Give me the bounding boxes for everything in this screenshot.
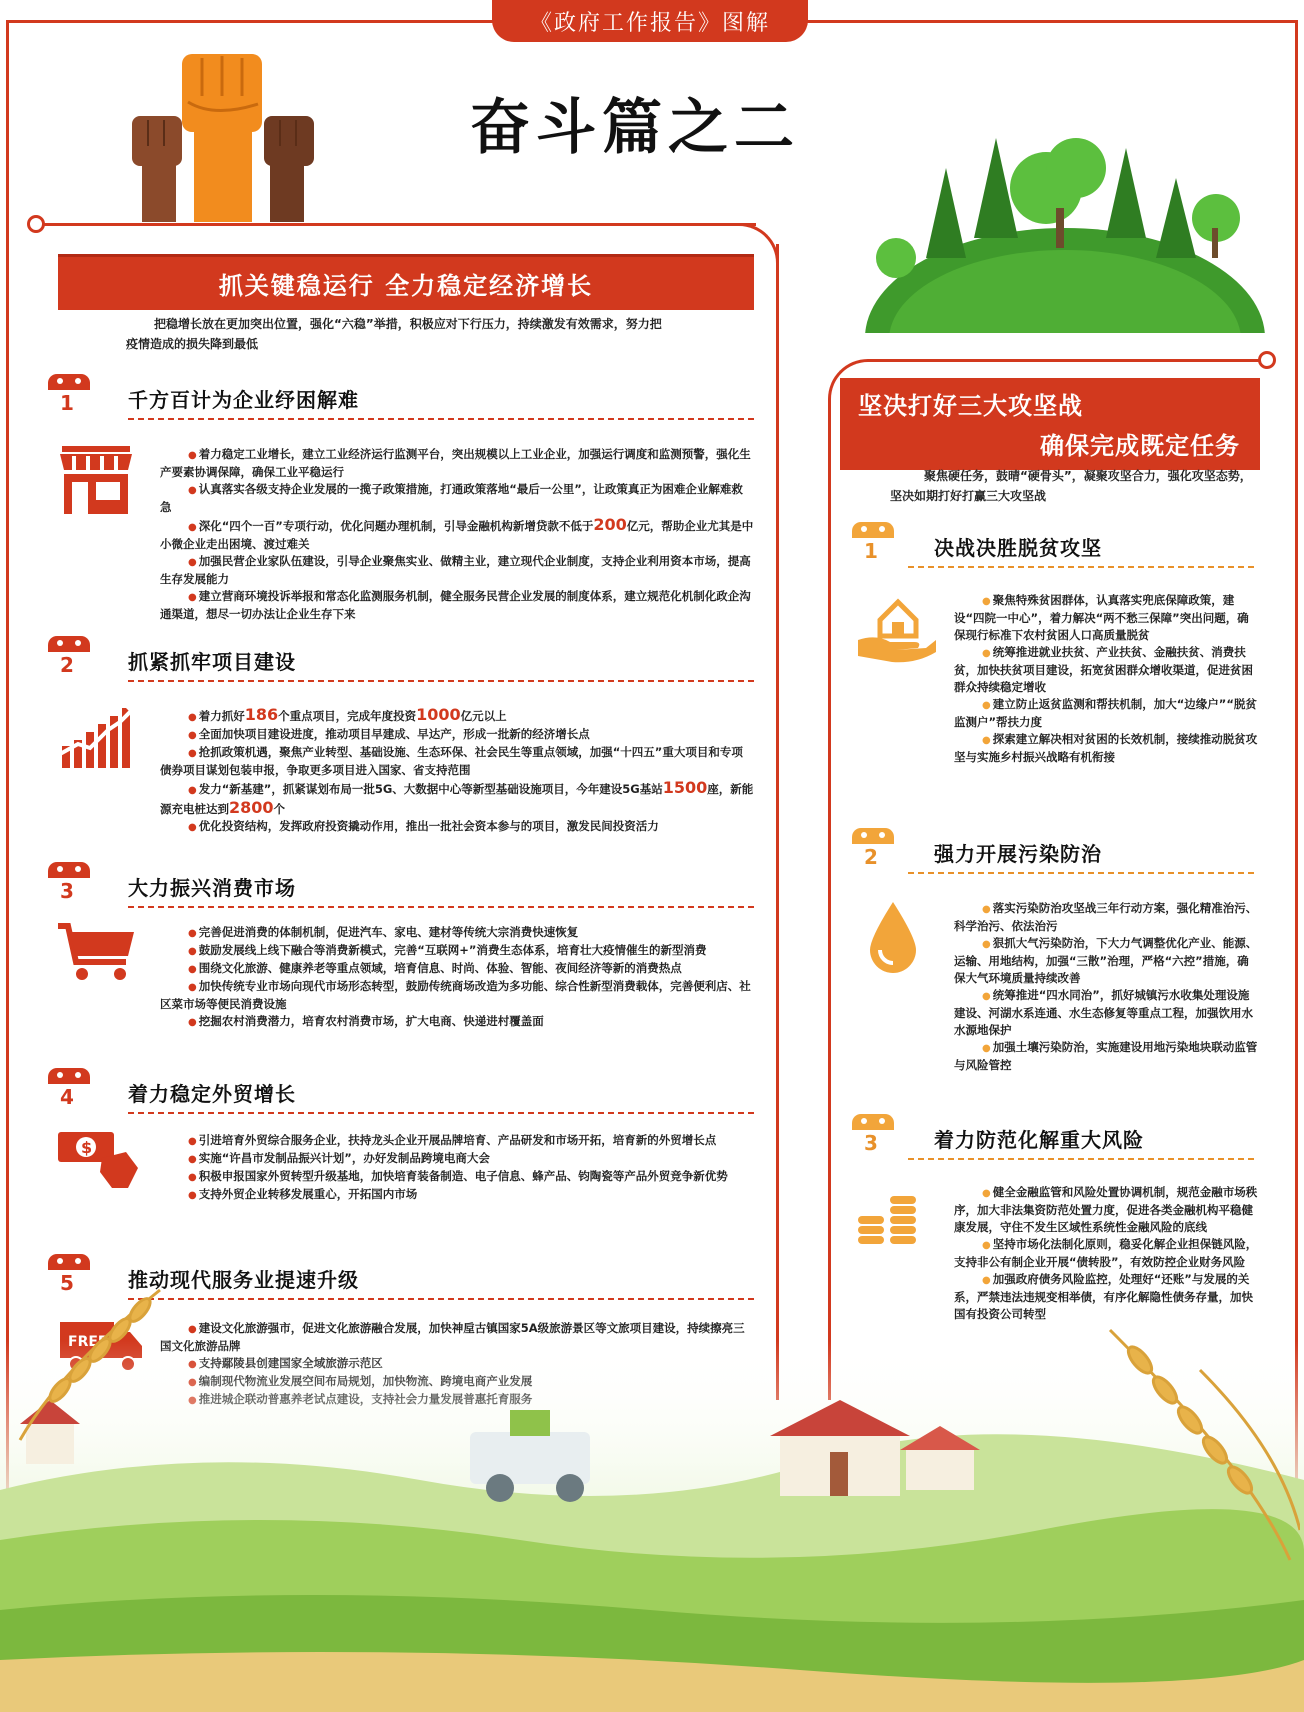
green-globe-trees-icon bbox=[856, 108, 1274, 333]
right-heading-line-2: 确保完成既定任务 bbox=[1040, 432, 1240, 460]
dashed-divider bbox=[128, 680, 754, 682]
item-title: 强力开展污染防治 bbox=[934, 842, 1102, 866]
left-item-2-heading bbox=[48, 636, 753, 686]
bullet-text: ● 抢抓政策机遇，聚焦产业转型、基础设施、生态环保、社会民生等重点领域，加强“十四五”重大项目和专项债券项目谋划包装申报，争取更多项目进入国家、省支持范围 bbox=[160, 744, 754, 779]
right-item-1-bullets bbox=[954, 592, 1260, 766]
right-ring-ornament bbox=[1258, 351, 1276, 369]
number-badge: 5 bbox=[48, 1254, 90, 1294]
number-badge: 2 bbox=[48, 636, 90, 676]
item-title: 抓紧抓牢项目建设 bbox=[128, 650, 296, 674]
bullet-text: ● 实施“许昌市发制品振兴计划”，办好发制品跨境电商大会 bbox=[160, 1150, 754, 1168]
right-section-top-line bbox=[870, 359, 1264, 362]
money-hand-icon bbox=[56, 1128, 140, 1190]
right-item-1-heading bbox=[852, 522, 1254, 572]
bullet-text: ● 着力抓好186个重点项目，完成年度投资1000亿元以上 bbox=[160, 706, 754, 726]
bullet-text: ● 围绕文化旅游、健康养老等重点领域，培育信息、时尚、体验、智能、夜间经济等新的消费热点 bbox=[160, 960, 754, 978]
bullet-text: ● 认真落实各级支持企业发展的一揽子政策措施，打通政策落地“最后一公里”，让政策真正为困难企业解难救急 bbox=[160, 481, 754, 516]
right-section-left-line bbox=[828, 400, 831, 1400]
number-badge: 4 bbox=[48, 1068, 90, 1108]
frame-border-top-right bbox=[802, 20, 1298, 23]
growth-chart-icon bbox=[58, 704, 136, 770]
bullet-text: ● 建立防止返贫监测和帮扶机制，加大“边缘户”“脱贫监测户”帮扶力度 bbox=[954, 696, 1260, 731]
house-hand-icon bbox=[856, 590, 938, 664]
bullet-text: ● 加强政府债务风险监控，处理好“还账”与发展的关系，严禁违法违规变相举债，有序化解隐性债务存量，加快国有投资公司转型 bbox=[954, 1271, 1260, 1323]
highlight-number: 1500 bbox=[662, 778, 708, 797]
right-item-3-heading bbox=[852, 1114, 1254, 1164]
bullet-text: ● 聚焦特殊贫困群体，认真落实兜底保障政策，建设“四院一中心”，着力解决“两不愁三保障”突出问题，确保现行标准下农村贫困人口高质量脱贫 bbox=[954, 592, 1260, 644]
highlight-number: 2800 bbox=[229, 798, 274, 817]
left-section-heading: 抓关键稳运行 全力稳定经济增长 bbox=[58, 254, 754, 310]
bullet-text: ● 落实污染防治攻坚战三年行动方案，强化精准治污、科学治污、依法治污 bbox=[954, 900, 1260, 935]
top-banner: 《政府工作报告》图解 bbox=[492, 0, 808, 42]
item-title: 着力防范化解重大风险 bbox=[934, 1128, 1144, 1152]
bullet-text: ● 探索建立解决相对贫困的长效机制，接续推动脱贫攻坚与实施乡村振兴战略有机衔接 bbox=[954, 731, 1260, 766]
dashed-divider bbox=[128, 906, 754, 908]
left-section-top-line bbox=[36, 223, 756, 226]
bullet-text: ● 深化“四个一百”专项行动，优化问题办理机制，引导金融机构新增贷款不低于200亿元，帮助企业尤其是中小微企业走出困境、渡过难关 bbox=[160, 516, 754, 553]
left-item-2-bullets bbox=[160, 706, 754, 836]
item-title: 决战决胜脱贫攻坚 bbox=[934, 536, 1102, 560]
left-section-right-line bbox=[776, 244, 779, 1400]
bullet-text: ● 加强民营企业家队伍建设，引导企业聚焦实业、做精主业，建立现代企业制度，支持企业利用资本市场，提高生存发展能力 bbox=[160, 553, 754, 588]
bullet-text: ● 鼓励发展线上线下融合等消费新模式，完善“互联网+”消费生态体系，培育壮大疫情催生的新型消费 bbox=[160, 942, 754, 960]
storefront-icon bbox=[58, 444, 134, 516]
svg-text:$: $ bbox=[81, 1138, 93, 1157]
item-title: 推动现代服务业提速升级 bbox=[128, 1268, 359, 1292]
bullet-text: ● 完善促进消费的体制机制，促进汽车、家电、建材等传统大宗消费快速恢复 bbox=[160, 924, 754, 942]
number-badge: 3 bbox=[852, 1114, 894, 1154]
number-badge: 1 bbox=[48, 374, 90, 414]
dashed-divider bbox=[908, 1158, 1254, 1160]
item-title: 大力振兴消费市场 bbox=[128, 876, 296, 900]
highlight-number: 200 bbox=[593, 515, 627, 534]
right-section-heading bbox=[840, 378, 1260, 470]
left-item-1-bullets bbox=[160, 446, 754, 623]
bullet-text: ● 加快传统专业市场向现代市场形态转型，鼓励传统商场改造为多功能、综合性新型消费载体，完善便利店、社区菜市场等便民消费设施 bbox=[160, 978, 754, 1013]
right-item-2-heading bbox=[852, 828, 1254, 878]
item-title: 千方百计为企业纾困解难 bbox=[128, 388, 359, 412]
page-title: 奋斗篇之二 bbox=[470, 93, 800, 163]
right-item-2-bullets bbox=[954, 900, 1260, 1074]
right-section-intro: 聚焦硬任务，鼓晴“硬骨头”，凝聚攻坚合力，强化攻坚态势，坚决如期打好打赢三大攻坚战 bbox=[890, 469, 1252, 503]
dashed-divider bbox=[908, 872, 1254, 874]
left-item-4-heading bbox=[48, 1068, 753, 1118]
bullet-text: ● 支持外贸企业转移发展重心，开拓国内市场 bbox=[160, 1186, 754, 1204]
frame-border-top-left bbox=[6, 20, 502, 23]
dashed-divider bbox=[908, 566, 1254, 568]
bullet-text: ● 建设文化旅游强市，促进文化旅游融合发展，加快神垕古镇国家5A级旅游景区等文旅项目建设，持续擦亮三 bbox=[160, 1320, 754, 1355]
highlight-number: 1000 bbox=[416, 705, 461, 724]
bullet-text: ● 坚持市场化法制化原则，稳妥化解企业担保链风险，支持非公有制企业开展“债转股”，有效防控企业财务风险 bbox=[954, 1236, 1260, 1271]
bullet-text: ● 挖掘农村消费潜力，培育农村消费市场，扩大电商、快递进村覆盖面 bbox=[160, 1013, 754, 1031]
highlight-number: 186 bbox=[244, 705, 279, 724]
dashed-divider bbox=[128, 1112, 754, 1114]
left-item-1-heading bbox=[48, 374, 753, 424]
bullet-text: ● 积极申报国家外贸转型升级基地，加快培育装备制造、电子信息、蜂产品、钧陶瓷等产品外贸竞争新优势 bbox=[160, 1168, 754, 1186]
bullet-text: ● 引进培育外贸综合服务企业，扶持龙头企业开展品牌培育、产品研发和市场开拓，培育新的外贸增长点 bbox=[160, 1132, 754, 1150]
left-item-3-bullets bbox=[160, 924, 754, 1031]
left-item-4-bullets bbox=[160, 1132, 754, 1204]
bullet-text: ● 加强土壤污染防治，实施建设用地污染地块联动监管与风险管控 bbox=[954, 1039, 1260, 1074]
bullet-text: ● 统筹推进“四水同治”，抓好城镇污水收集处理设施建设、河湖水系连通、水生态修复等重点工程，加强饮用水水源地保护 bbox=[954, 987, 1260, 1039]
wheat-ear-right-icon bbox=[1050, 1270, 1300, 1570]
number-badge: 2 bbox=[852, 828, 894, 868]
bullet-text: ● 健全金融监管和风险处置协调机制，规范金融市场秩序，加大非法集资防范处置力度，促进各类金融机构平稳健康发展，守住不发生区域性系统性金融风险的底线 bbox=[954, 1184, 1260, 1236]
bullet-text: ● 统筹推进就业扶贫、产业扶贫、金融扶贫、消费扶贫，加快扶贫项目建设，拓宽贫困群众增收渠道，促进贫困群众持续稳定增收 bbox=[954, 644, 1260, 696]
dashed-divider bbox=[128, 418, 754, 420]
bullet-text: ● 全面加快项目建设进度，推动项目早建成、早达产，形成一批新的经济增长点 bbox=[160, 726, 754, 744]
number-badge: 3 bbox=[48, 862, 90, 902]
bullet-text: ● 发力“新基建”，抓紧谋划布局一批5G、大数据中心等新型基础设施项目，今年建设5G基站1500座，新能源充电桩达到2800个 bbox=[160, 779, 754, 818]
left-ring-ornament bbox=[27, 215, 45, 233]
wheat-ear-left-icon bbox=[0, 1230, 220, 1450]
shopping-cart-icon bbox=[56, 922, 136, 982]
bullet-text: ● 狠抓大气污染防治，下大力气调整优化产业、能源、运输、用地结构，加强“三散”治理，严格“六控”措施，确保大气环境质量持续改善 bbox=[954, 935, 1260, 987]
left-section-intro: 把稳增长放在更加突出位置，强化“六稳”举措，积极应对下行压力，持续激发有效需求，努力把疫情造成的损失降到最低 bbox=[126, 317, 662, 351]
dashed-divider bbox=[128, 1298, 754, 1300]
bullet-text: ● 优化投资结构，发挥政府投资撬动作用，推出一批社会资本参与的项目，激发民间投资活力 bbox=[160, 818, 754, 836]
left-item-3-heading bbox=[48, 862, 753, 912]
number-badge: 1 bbox=[852, 522, 894, 562]
item-title: 着力稳定外贸增长 bbox=[128, 1082, 296, 1106]
bullet-text: ● 着力稳定工业增长，建立工业经济运行监测平台，突出规模以上工业企业，加强运行调度和监测预警，强化生产要素协调保障，确保工业平稳运行 bbox=[160, 446, 754, 481]
raised-fists-icon bbox=[118, 46, 326, 222]
coin-stack-icon bbox=[856, 1192, 920, 1252]
water-drop-icon bbox=[866, 900, 920, 974]
right-heading-line-1: 坚决打好三大攻坚战 bbox=[858, 392, 1083, 420]
bullet-text: ● 建立营商环境投诉举报和常态化监测服务机制，健全服务民营企业发展的制度体系，建立规范化机制化政企沟通渠道，想尽一切办法让企业生存下来 bbox=[160, 588, 754, 623]
